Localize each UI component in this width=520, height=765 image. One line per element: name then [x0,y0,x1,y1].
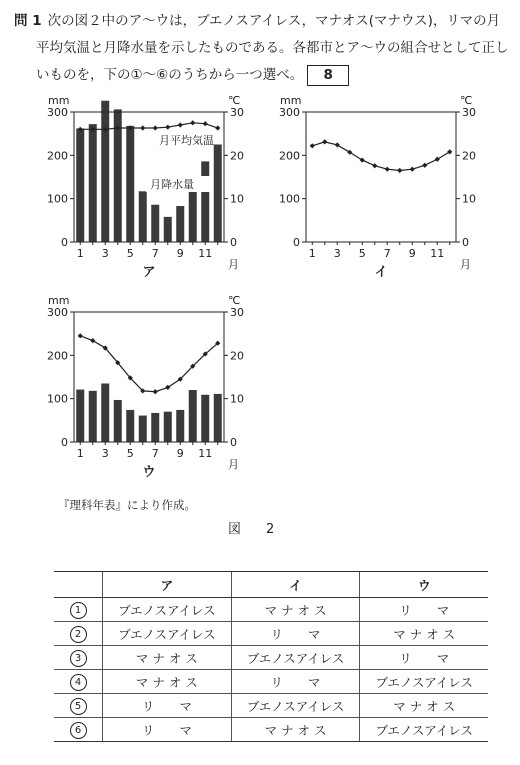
option-number: 6 [70,722,87,739]
question-line-1: 次の図２中のア～ウは，ブエノスアイレス，マナオス(マナウス)，リマの月 [47,13,501,29]
option-cell-i: リ マ [231,622,360,646]
x-tick-label: 7 [151,247,159,260]
right-tick-label: 0 [462,236,469,249]
annotation-temperature: 月平均気温 [159,134,214,147]
option-row[interactable] [54,646,488,670]
answer-box[interactable]: 8 [307,65,349,86]
chart-label: イ [374,265,388,280]
x-axis-unit: 月 [228,258,239,271]
temperature-line [80,336,218,392]
option-cell-i: ブエノスアイレス [231,646,360,670]
precipitation-bar [89,391,97,442]
left-tick-label: 100 [47,192,68,206]
climate-chart-i [270,92,490,292]
temperature-point [335,142,340,147]
precipitation-bar [76,128,84,242]
x-axis-unit: 月 [460,258,471,271]
precipitation-bar [101,101,109,242]
x-tick-label: 3 [101,447,109,460]
temperature-line [80,123,218,129]
precipitation-bar [76,390,84,442]
temperature-point [90,338,95,343]
x-tick-label: 3 [101,247,109,260]
precipitation-bar [164,217,172,242]
temperature-point [410,167,415,172]
option-number: 4 [70,674,87,691]
option-cell-u: リ マ [360,598,488,622]
precipitation-bar [89,124,97,242]
precipitation-bar [201,161,209,242]
precipitation-bar [151,205,159,242]
option-cell-u: ブエノスアイレス [360,670,488,694]
temperature-point [310,143,315,148]
right-tick-label: 10 [230,392,244,406]
right-tick-label: 0 [230,436,237,449]
precipitation-bar [214,145,222,243]
figure-label: 図 2 [228,522,281,537]
source-note: 『理科年表』により作成。 [58,498,196,512]
temperature-point [215,125,220,130]
right-tick-label: 10 [462,192,476,206]
option-cell-u: リ マ [360,646,488,670]
right-axis-unit: ℃ [228,294,241,307]
option-row[interactable] [54,670,488,694]
temperature-point [385,167,390,172]
left-tick-label: 0 [61,436,68,449]
option-cell-i: リ マ [231,670,360,694]
x-axis-unit: 月 [228,458,239,471]
left-axis-unit: mm [48,294,70,307]
options-header-i: イ [231,572,360,598]
options-header-blank [54,572,103,598]
left-tick-label: 200 [47,349,68,363]
option-cell-u: ブエノスアイレス [360,718,488,742]
left-axis-unit: mm [48,94,70,107]
temperature-point [435,157,440,162]
option-cell-u: マ ナ オ ス [360,694,488,718]
question-text [14,8,510,89]
temperature-point [447,149,452,154]
right-tick-label: 30 [230,306,244,319]
precipitation-bar [189,190,197,242]
temperature-point [178,122,183,127]
option-number: 5 [70,698,87,715]
x-tick-label: 5 [126,247,134,260]
precipitation-bar [176,206,184,242]
temperature-point [78,333,83,338]
options-header-row [54,572,488,598]
option-row[interactable] [54,622,488,646]
x-tick-label: 11 [198,447,213,460]
question-number: 問 1 [14,13,42,29]
temperature-point [190,120,195,125]
option-cell-i: マ ナ オ ス [231,718,360,742]
x-tick-label: 1 [76,447,84,460]
precipitation-bar [214,394,222,442]
precipitation-bar [114,400,122,442]
x-tick-label: 9 [176,447,184,460]
x-tick-label: 5 [358,247,366,260]
chart-label: ウ [142,465,156,480]
right-tick-label: 20 [230,149,244,163]
x-tick-label: 7 [383,247,391,260]
precipitation-bar [126,410,134,442]
climate-chart-a [38,92,258,292]
x-tick-label: 11 [430,247,445,260]
x-tick-label: 9 [176,247,184,260]
right-tick-label: 0 [230,236,237,249]
option-row[interactable] [54,598,488,622]
left-tick-label: 100 [47,392,68,406]
temperature-point [140,125,145,130]
left-tick-label: 100 [279,192,300,206]
temperature-point [153,125,158,130]
left-tick-label: 300 [279,106,300,119]
option-number: 1 [70,602,87,619]
right-tick-label: 10 [230,192,244,206]
x-tick-label: 7 [151,447,159,460]
left-axis-unit: mm [280,94,302,107]
annotation-precipitation: 月降水量 [150,178,194,191]
temperature-line [312,142,450,171]
precipitation-bar [139,416,147,442]
option-cell-a: リ マ [103,718,232,742]
option-cell-a: マ ナ オ ス [103,646,232,670]
x-tick-label: 11 [198,247,213,260]
right-tick-label: 30 [462,106,476,119]
option-cell-a: マ ナ オ ス [103,670,232,694]
option-cell-a: ブエノスアイレス [103,622,232,646]
temperature-point [203,121,208,126]
question-line-2: 平均気温と月降水量を示したものである。各都市とア～ウの組合せとして正し [36,40,509,56]
option-cell-i: ブエノスアイレス [231,694,360,718]
x-tick-label: 5 [126,447,134,460]
question-line-3: いものを，下の①～⑥のうちから一つ選べ。 [36,67,304,83]
temperature-point [372,163,377,168]
precipitation-bar [189,390,197,442]
temperature-point [422,163,427,168]
left-tick-label: 300 [47,306,68,319]
precipitation-bar [151,413,159,442]
options-header-u: ウ [360,572,488,598]
right-tick-label: 20 [230,349,244,363]
option-cell-u: マ ナ オ ス [360,622,488,646]
option-cell-a: リ マ [103,694,232,718]
precipitation-bar [176,410,184,442]
options-table [54,571,488,742]
right-axis-unit: ℃ [228,94,241,107]
option-cell-i: マ ナ オ ス [231,598,360,622]
x-tick-label: 1 [76,247,84,260]
options-header-a: ア [103,572,232,598]
left-tick-label: 300 [47,106,68,119]
temperature-point [397,168,402,173]
left-tick-label: 0 [293,236,300,249]
option-number: 3 [70,650,87,667]
temperature-point [165,125,170,130]
option-number: 2 [70,626,87,643]
precipitation-bar [139,191,147,242]
right-tick-label: 30 [230,106,244,119]
x-tick-label: 1 [308,247,316,260]
precipitation-bar [101,384,109,443]
right-axis-unit: ℃ [460,94,473,107]
left-tick-label: 200 [279,149,300,163]
option-cell-a: ブエノスアイレス [103,598,232,622]
climate-chart-u [38,292,258,492]
precipitation-bar [164,412,172,442]
temperature-point [322,139,327,144]
left-tick-label: 0 [61,236,68,249]
x-tick-label: 9 [408,247,416,260]
temperature-point [153,389,158,394]
left-tick-label: 200 [47,149,68,163]
plot-frame [306,112,456,242]
x-tick-label: 3 [333,247,341,260]
option-row[interactable] [54,694,488,718]
precipitation-bar [201,395,209,442]
precipitation-bar [126,126,134,242]
chart-label: ア [142,265,156,280]
right-tick-label: 20 [462,149,476,163]
option-row[interactable] [54,718,488,742]
